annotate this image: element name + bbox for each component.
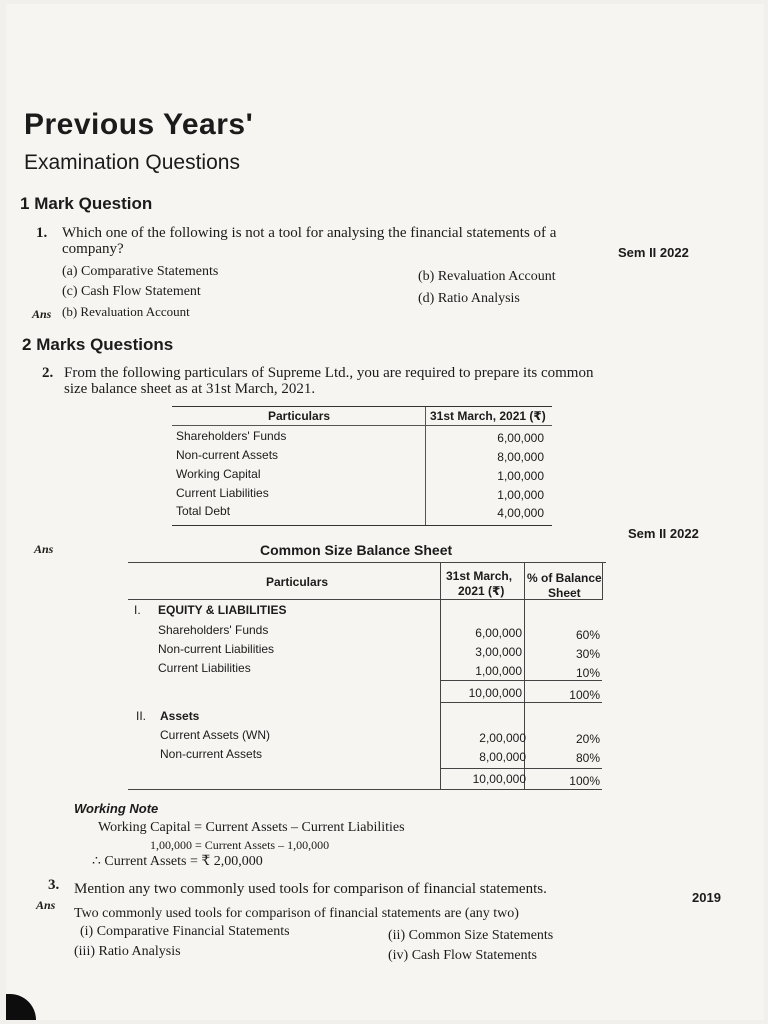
header-divider: [172, 425, 552, 426]
table-row-percent: 30%: [575, 647, 600, 661]
table-row-amount: 2,00,000: [479, 731, 526, 745]
table-row-label: Current Assets (WN): [160, 728, 271, 742]
table-bottom-rule: [128, 789, 602, 790]
exam-year-tag: 2019: [692, 890, 721, 905]
page-corner-shadow: [6, 994, 36, 1020]
question-text-line2: company?: [62, 241, 124, 257]
section-heading-1-mark: [20, 194, 152, 214]
table-row-value: 4,00,000: [497, 506, 544, 520]
section-heading-2-marks: [22, 335, 173, 355]
option-d: (d) Ratio Analysis: [418, 291, 520, 306]
table-row-amount: 6,00,000: [475, 626, 522, 640]
table-row-percent: 60%: [575, 628, 600, 642]
header-march-line2: 2021 (₹): [458, 584, 505, 598]
group-title: Assets: [160, 709, 200, 723]
table-row-value: 1,00,000: [497, 488, 544, 502]
table-row-label: Non-current Liabilities: [158, 642, 275, 656]
group-total-percent: 100%: [569, 688, 600, 702]
question-number: 3.: [48, 877, 60, 893]
question-number: 1.: [36, 225, 48, 241]
table-row-percent: 80%: [575, 751, 600, 765]
table-row-amount: 8,00,000: [479, 750, 526, 764]
working-note-label: Working Note: [74, 801, 159, 816]
subtotal-rule: [440, 680, 602, 681]
answer-label: Ans: [34, 542, 54, 556]
table-row-label: Working Capital: [176, 467, 261, 481]
option-b: (b) Revaluation Account: [418, 269, 556, 284]
working-note-line1: Working Capital = Current Assets – Current Liabilities: [98, 820, 405, 835]
exam-tag: Sem II 2022: [618, 245, 689, 260]
table-row-label: Shareholders' Funds: [176, 429, 287, 443]
table-row-percent: 20%: [575, 732, 600, 746]
textbook-page: [6, 4, 764, 1020]
table-row-label: Current Liabilities: [176, 486, 269, 500]
particulars-table: [172, 406, 552, 526]
table-row-label: Shareholders' Funds: [158, 623, 269, 637]
answer-label: Ans: [32, 307, 52, 321]
question-text: Mention any two commonly used tools for comparison of financial statements.: [74, 881, 547, 897]
common-size-balance-sheet: [128, 562, 606, 790]
table-row-value: 1,00,000: [497, 469, 544, 483]
section-title: Mark Question: [34, 194, 153, 213]
working-note-line2: 1,00,000 = Current Assets – 1,00,000: [150, 838, 330, 852]
option-a: (a) Comparative Statements: [62, 264, 219, 279]
exam-tag: Sem II 2022: [628, 526, 699, 541]
answer-option-iii: (iii) Ratio Analysis: [74, 944, 181, 959]
working-note-line3: ∴ Current Assets = ₹ 2,00,000: [92, 854, 263, 869]
table-row-value: 6,00,000: [497, 431, 544, 445]
header-particulars: Particulars: [268, 409, 331, 423]
answer-text: Two commonly used tools for comparison of financial statements are (any two): [74, 906, 519, 921]
question-text-line2: size balance sheet as at 31st March, 2021.: [64, 381, 316, 397]
table-row-label: Non-current Assets: [176, 448, 279, 462]
answer-text: (b) Revaluation Account: [62, 304, 190, 319]
header-rule: [128, 599, 602, 600]
group-total-amount: 10,00,000: [472, 772, 526, 786]
question-text-line1: Which one of the following is not a tool for analysing the financial statements of a: [62, 225, 557, 241]
subtotal-rule: [440, 768, 602, 769]
group-total-amount: 10,00,000: [468, 686, 522, 700]
page-subtitle: Examination Questions: [24, 151, 240, 174]
column-divider: [440, 562, 441, 790]
group-roman: II.: [136, 709, 147, 723]
header-march-line1: 31st March,: [446, 569, 513, 583]
group-total-percent: 100%: [569, 774, 600, 788]
section-number: 1: [20, 194, 30, 213]
table-row-label: Current Liabilities: [158, 661, 251, 675]
column-divider: [602, 562, 603, 600]
header-percent-line1: % of Balance: [527, 571, 602, 585]
table-top-rule: [128, 562, 606, 563]
option-c: (c) Cash Flow Statement: [62, 284, 201, 299]
balance-sheet-title: Common Size Balance Sheet: [260, 542, 453, 558]
table-row-label: Total Debt: [176, 504, 231, 518]
group-roman: I.: [134, 603, 141, 617]
question-text-line1: From the following particulars of Supreme Ltd., you are required to prepare its common: [64, 365, 594, 381]
table-row-value: 8,00,000: [497, 450, 544, 464]
header-percent-line2: Sheet: [548, 586, 581, 600]
answer-option-iv: (iv) Cash Flow Statements: [388, 948, 537, 963]
page-title: Previous Years': [24, 108, 254, 141]
table-row-amount: 3,00,000: [475, 645, 522, 659]
group-title: EQUITY & LIABILITIES: [158, 603, 287, 617]
table-row-percent: 10%: [575, 666, 600, 680]
question-number: 2.: [42, 365, 54, 381]
header-amount: 31st March, 2021 (₹): [430, 409, 546, 423]
answer-label: Ans: [36, 898, 56, 912]
answer-option-i: (i) Comparative Financial Statements: [80, 924, 290, 939]
total-rule: [440, 702, 602, 703]
table-row-label: Non-current Assets: [160, 747, 263, 761]
answer-option-ii: (ii) Common Size Statements: [388, 928, 554, 943]
header-particulars: Particulars: [266, 575, 329, 589]
table-row-amount: 1,00,000: [475, 664, 522, 678]
section-number: 2: [22, 335, 32, 354]
section-title: Marks Questions: [36, 335, 174, 354]
